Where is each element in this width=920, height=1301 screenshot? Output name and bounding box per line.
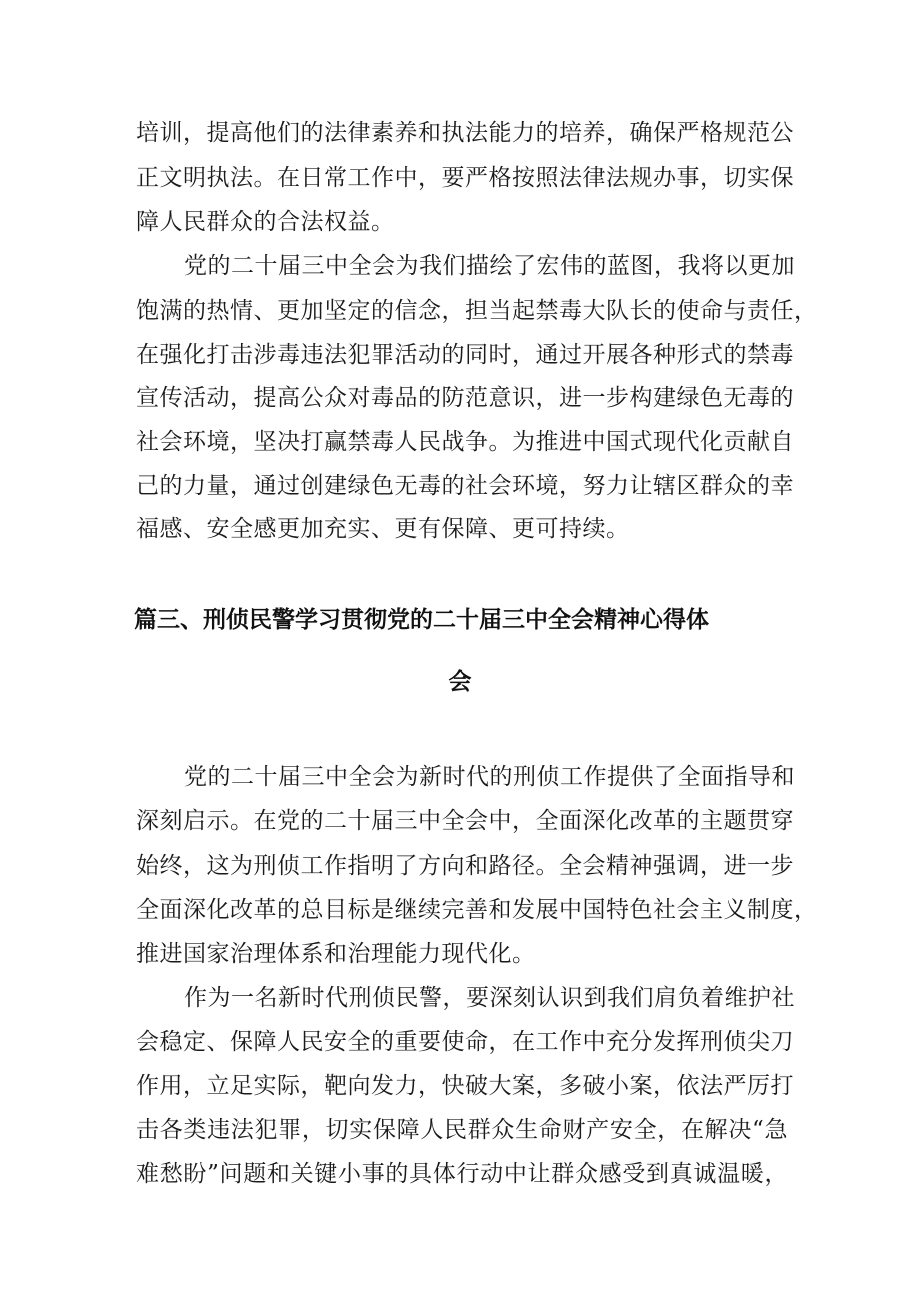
paragraph-line: 社会环境，坚决打赢禁毒人民战争。为推进中国式现代化贡献自: [136, 429, 794, 455]
section-heading: 篇三、刑侦民警学习贯彻党的二十届三中全会精神心得体: [134, 607, 709, 633]
paragraph-line: 在强化打击涉毒违法犯罪活动的同时，通过开展各种形式的禁毒: [136, 342, 794, 368]
paragraph-line: 培训，提高他们的法律素养和执法能力的培养，确保严格规范公: [136, 120, 794, 146]
paragraph-line: 始终，这为刑侦工作指明了方向和路径。全会精神强调，进一步: [136, 853, 794, 879]
paragraph-line: 正文明执法。在日常工作中，要严格按照法律法规办事，切实保: [136, 165, 794, 191]
section-heading-continuation: 会: [448, 669, 472, 695]
paragraph-line: 作用，立足实际，靶向发力，快破大案，多破小案，依法严厉打: [136, 1073, 794, 1099]
paragraph-line: 宣传活动，提高公众对毒品的防范意识，进一步构建绿色无毒的: [136, 385, 794, 411]
paragraph-line: 难愁盼”问题和关键小事的具体行动中让群众感受到真诚温暖，: [136, 1161, 788, 1187]
paragraph-line: 党的二十届三中全会为新时代的刑侦工作提供了全面指导和: [184, 764, 795, 790]
paragraph-line: 会稳定、保障人民安全的重要使命，在工作中充分发挥刑侦尖刀: [136, 1029, 794, 1055]
paragraph-line: 作为一名新时代刑侦民警，要深刻认识到我们肩负着维护社: [184, 985, 795, 1011]
paragraph-line: 饱满的热情、更加坚定的信念，担当起禁毒大队长的使命与责任，: [136, 298, 818, 324]
paragraph-line: 推进国家治理体系和治理能力现代化。: [136, 941, 536, 967]
paragraph-line: 党的二十届三中全会为我们描绘了宏伟的蓝图，我将以更加: [184, 253, 795, 279]
paragraph-line: 福感、安全感更加充实、更有保障、更可持续。: [136, 516, 630, 542]
paragraph-line: 全面深化改革的总目标是继续完善和发展中国特色社会主义制度，: [136, 897, 818, 923]
paragraph-line: 深刻启示。在党的二十届三中全会中，全面深化改革的主题贯穿: [136, 808, 794, 834]
paragraph-line: 己的力量，通过创建绿色无毒的社会环境，努力让辖区群众的幸: [136, 473, 794, 499]
paragraph-line: 障人民群众的合法权益。: [136, 209, 395, 235]
paragraph-line: 击各类违法犯罪，切实保障人民群众生命财产安全，在解决“急: [136, 1117, 788, 1143]
